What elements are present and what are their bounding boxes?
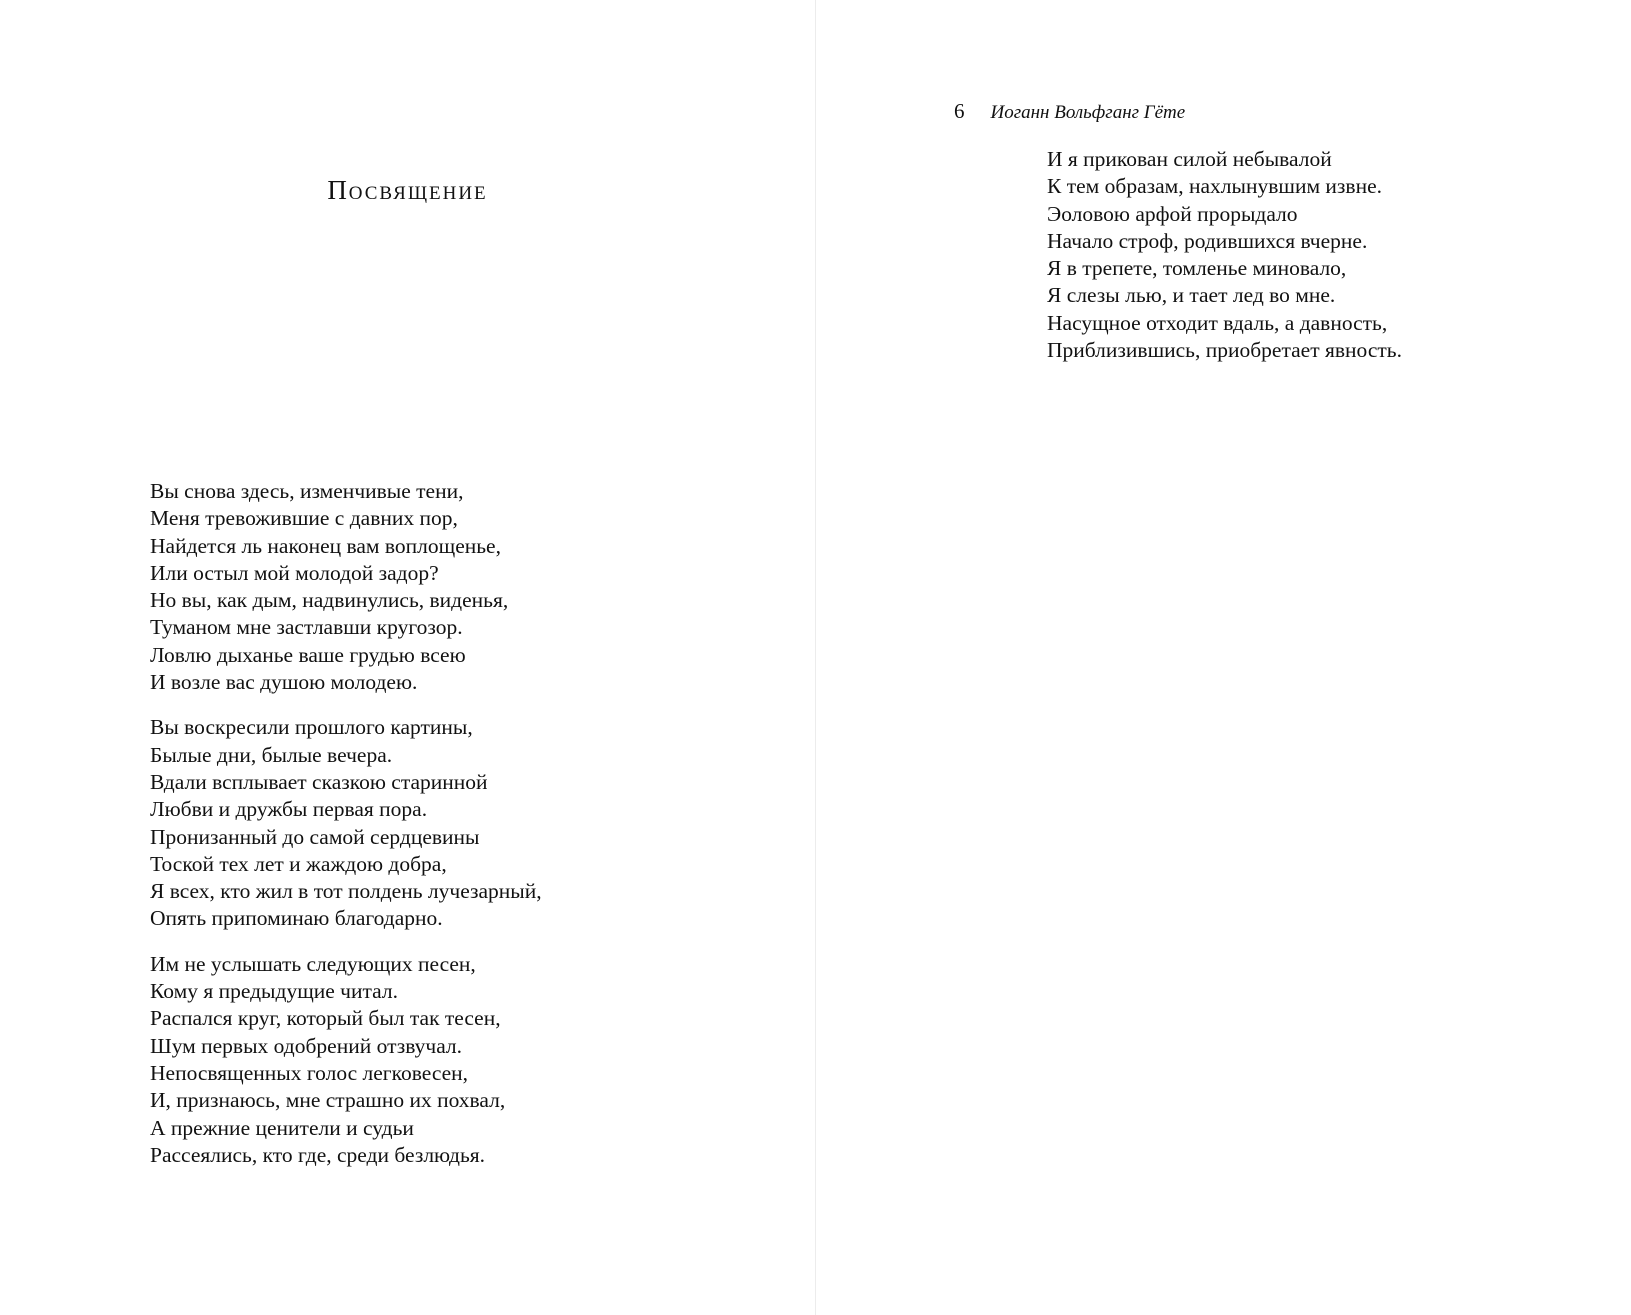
verse-line: Я слезы лью, и тает лед во мне. [1047, 283, 1336, 308]
verse-line: Начало строф, родившихся вчерне. [1047, 228, 1368, 253]
verse-line: Меня тревожившие с давних пор, [150, 506, 458, 531]
verse-line: Я в трепете, томленье миновало, [1047, 256, 1347, 281]
verse-line: Эоловою арфой прорыдало [1047, 201, 1298, 226]
verse-line: Шум первых одобрений отзвучал. [150, 1033, 463, 1058]
verse-line: И я прикован силой небывалой [1047, 147, 1332, 171]
verse-line: Любви и дружбы первая пора. [150, 797, 428, 822]
verse-line: Вдали всплывает сказкою старинной [150, 769, 488, 794]
verse-line: Найдется ль наконец вам воплощенье, [150, 533, 501, 558]
verse-line: Рассеялись, кто где, среди безлюдья. [150, 1142, 486, 1167]
verse-line: Тоской тех лет и жаждою добра, [150, 851, 447, 876]
verse-line: Кому я предыдущие читал. [150, 979, 398, 1004]
poem-body-left [150, 478, 790, 1187]
stanza [150, 478, 790, 696]
poem-title: Посвящение [327, 175, 488, 205]
verse-line: Распался круг, который был так тесен, [150, 1006, 501, 1031]
verse-line: Я всех, кто жил в тот полдень лучезарный, [150, 879, 542, 904]
verse-line: Былые дни, былые вечера. [150, 742, 393, 767]
verse-line: Им не услышать следующих песен, [150, 951, 476, 976]
verse-line: Туманом мне застлавши кругозор. [150, 615, 463, 640]
left-page [0, 0, 815, 1315]
poem-body-right [1047, 146, 1607, 382]
verse-line: Но вы, как дым, надвинулись, виденья, [150, 588, 509, 613]
verse-line: Опять припоминаю благодарно. [150, 906, 443, 931]
stanza [150, 714, 790, 932]
verse-line: Вы воскресили прошлого картины, [150, 715, 473, 740]
verse-line: А прежние ценители и судьи [150, 1115, 414, 1140]
stanza [1047, 146, 1607, 364]
right-page [816, 0, 1631, 1315]
verse-line: Пронизанный до самой сердцевины [150, 824, 480, 849]
verse-line: Непосвященных голос легковесен, [150, 1060, 469, 1085]
running-head-author: Иоганн Вольфганг Гёте [990, 102, 1186, 123]
verse-line: И, признаюсь, мне страшно их похвал, [150, 1088, 506, 1113]
stanza [150, 951, 790, 1169]
running-head [954, 96, 1185, 126]
verse-line: К тем образам, нахлынувшим извне. [1047, 174, 1383, 199]
verse-line: Ловлю дыханье ваше грудью всею [150, 642, 466, 667]
verse-line: Приблизившись, приобретает явность. [1047, 338, 1402, 363]
verse-line: Вы снова здесь, изменчивые тени, [150, 479, 464, 503]
page-number: 6 [954, 99, 965, 123]
verse-line: Насущное отходит вдаль, а давность, [1047, 310, 1388, 335]
verse-line: И возле вас душою молодею. [150, 670, 418, 695]
verse-line: Или остыл мой молодой задор? [150, 560, 439, 585]
